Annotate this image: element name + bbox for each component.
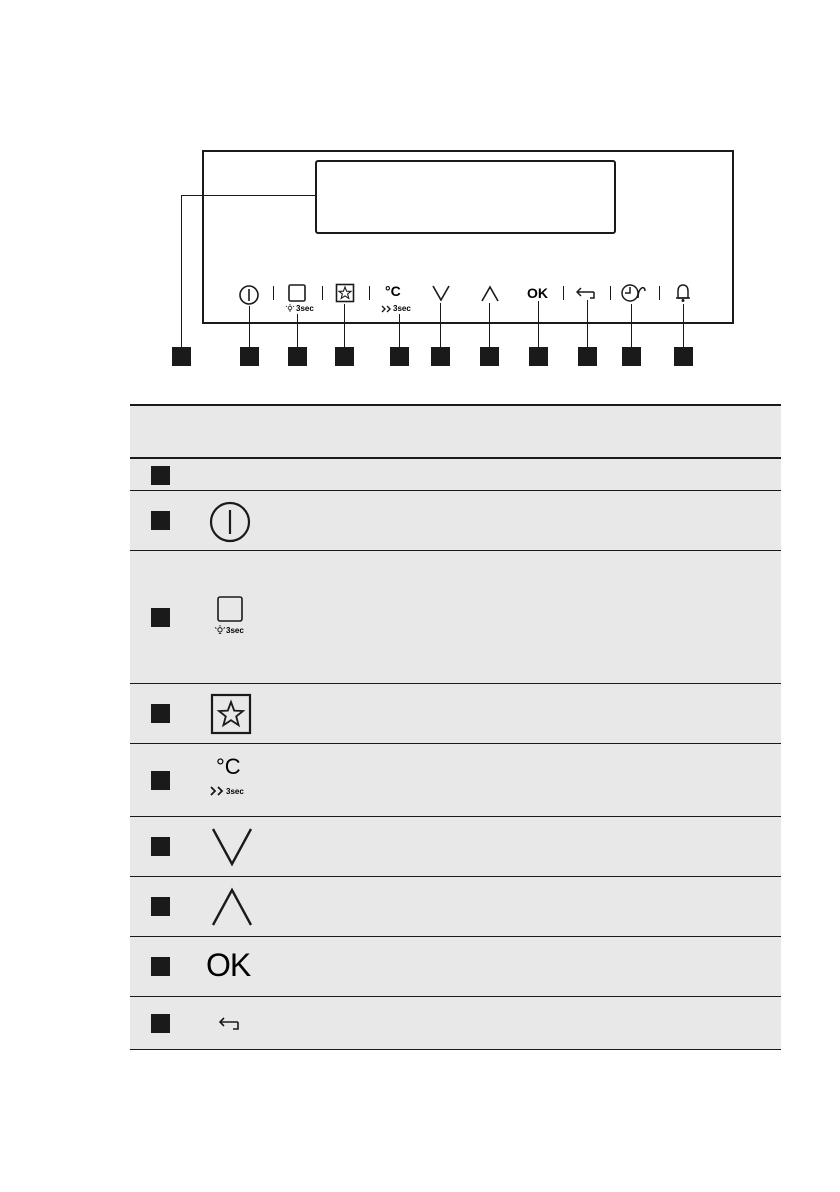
leader-line — [249, 306, 250, 347]
callout-number-box — [480, 347, 499, 366]
display-leader-vertical — [181, 195, 182, 347]
temperature-symbol[interactable]: °C — [385, 283, 401, 299]
callout-number-box — [578, 347, 597, 366]
leader-line — [399, 314, 400, 347]
leader-line — [587, 300, 588, 347]
leader-line — [297, 314, 298, 347]
table-row — [130, 877, 781, 937]
panel-separator — [563, 286, 564, 300]
callout-number-box — [172, 347, 191, 366]
panel-separator — [610, 286, 611, 300]
callout-number-box — [390, 347, 409, 366]
light-icon — [214, 625, 226, 637]
table-row — [130, 491, 781, 551]
panel-separator — [322, 286, 323, 300]
table-row — [130, 744, 781, 817]
table-row — [130, 997, 781, 1050]
row-number-box — [151, 511, 170, 530]
display — [315, 160, 616, 234]
row-number-box — [151, 608, 170, 627]
down-icon[interactable] — [431, 285, 451, 302]
light-small-icon — [285, 304, 295, 314]
callout-number-box — [529, 347, 548, 366]
leader-line — [440, 303, 441, 347]
up-icon — [210, 887, 254, 927]
star-icon — [210, 693, 252, 735]
callout-number-box — [622, 347, 641, 366]
ok-label: OK — [206, 947, 251, 983]
table-row — [130, 459, 781, 491]
back-icon — [218, 1016, 242, 1032]
up-icon[interactable] — [480, 285, 500, 302]
star-icon[interactable] — [335, 283, 355, 303]
callout-number-box — [288, 347, 307, 366]
fast-forward-icon — [210, 786, 226, 796]
power-icon — [208, 500, 252, 544]
sensor-table — [130, 404, 781, 1050]
callout-number-box — [240, 347, 259, 366]
power-icon[interactable] — [238, 284, 260, 306]
callout-number-box — [335, 347, 354, 366]
row-number-box — [151, 897, 170, 916]
row-number-box — [151, 771, 170, 790]
table-row — [130, 937, 781, 997]
leader-line — [631, 304, 632, 347]
table-row — [130, 551, 781, 684]
table-header-row — [130, 404, 781, 459]
fast-forward-icon — [381, 305, 393, 313]
down-icon — [210, 827, 254, 867]
panel-separator — [369, 286, 370, 300]
panel-separator — [273, 286, 274, 300]
table-row — [130, 684, 781, 744]
leader-line — [344, 304, 345, 347]
row-number-box — [151, 837, 170, 856]
fast-heat-hold-label: 3sec — [226, 787, 244, 796]
callout-number-box — [431, 347, 450, 366]
leader-line — [683, 304, 684, 347]
panel-separator — [659, 286, 660, 300]
callout-number-box — [674, 347, 693, 366]
light-hold-label: 3sec — [226, 626, 244, 635]
row-number-box — [151, 1014, 170, 1033]
light-hold-label: 3sec — [296, 304, 314, 313]
back-icon[interactable] — [576, 286, 598, 300]
row-number-box — [151, 704, 170, 723]
clock-functions-icon[interactable] — [620, 282, 648, 304]
display-leader-horizontal — [181, 195, 315, 196]
leader-line — [538, 301, 539, 347]
square-icon — [216, 595, 244, 623]
ok-button[interactable]: OK — [527, 285, 548, 301]
row-number-box — [151, 957, 170, 976]
light-square-icon[interactable] — [287, 283, 307, 303]
leader-line — [489, 303, 490, 347]
table-row — [130, 817, 781, 877]
fast-heat-hold-label: 3sec — [393, 304, 411, 313]
temperature-symbol: °C — [216, 754, 241, 779]
bell-icon[interactable] — [674, 283, 692, 303]
row-number-box — [151, 466, 170, 485]
